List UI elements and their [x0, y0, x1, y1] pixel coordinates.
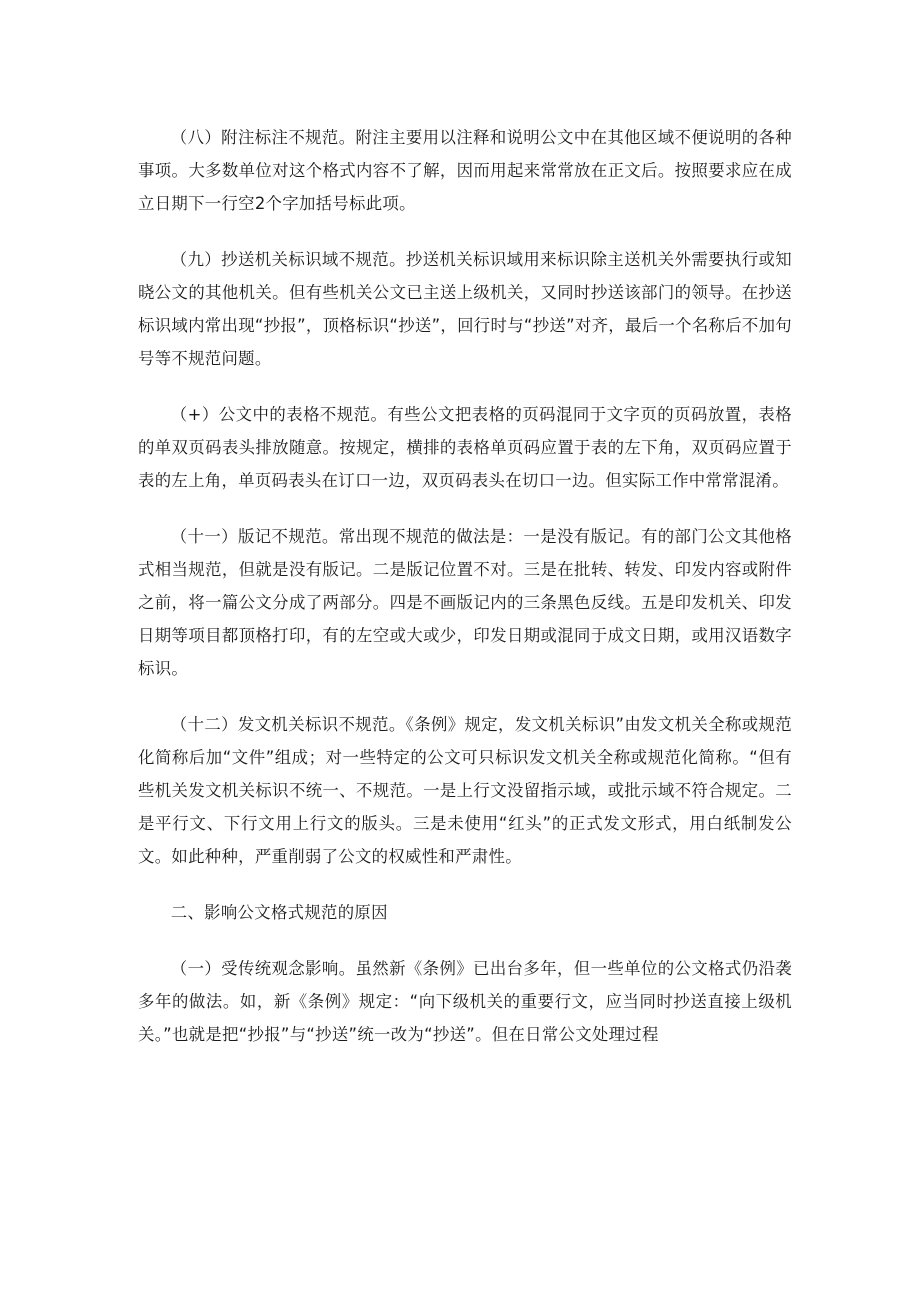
paragraph-12-issuer-mark: （十二）发文机关标识不规范。《条例》规定，发文机关标识”由发文机关全称或规范化简称后加“文件”组成；对一些特定的公文可只标识发文机关全称或规范化简称。“但有些机关发文机关标识不统一、不规范。一是上行文没留指示域，或批示域不符合规定。二是平行文、下行文用上行文的版头。三是未使用“红头”的正式发文形式，用白纸制发公文。如此种种，严重削弱了公文的权威性和严肃性。 [138, 715, 792, 866]
paragraph-10-tables: （+）公文中的表格不规范。有些公文把表格的页码混同于文字页的页码放置，表格的单双页码表头排放随意。按规定，横排的表格单页码应置于表的左下角，双页码应置于表的左上角，单页码表头在订口一边，双页码表头在切口一边。但实际工作中常常混淆。 [138, 405, 792, 490]
document-body [138, 121, 792, 1074]
section-heading: 二、影响公文格式规范的原因 [170, 903, 388, 922]
paragraph-8-annotation: （八）附注标注不规范。附注主要用以注释和说明公文中在其他区域不便说明的各种事项。大多数单位对这个格式内容不了解，因而用起来常常放在正文后。按照要求应在成立日期下一行空2个字加括号标此项。 [138, 128, 792, 213]
paragraph-9-cc-organs: （九）抄送机关标识域不规范。抄送机关标识域用来标识除主送机关外需要执行或知晓公文的其他机关。但有些机关公文已主送上级机关，又同时抄送该部门的领导。在抄送标识域内常出现“抄报”，顶格标识“抄送”，回行时与“抄送”对齐，最后一个名称后不加句号等不规范问题。 [138, 250, 792, 368]
paragraph-reason-1: （一）受传统观念影响。虽然新《条例》已出台多年，但一些单位的公文格式仍沿袭多年的做法。如，新《条例》规定：“向下级机关的重要行文，应当同时抄送直接上级机关。”也就是把“抄报”与“抄送”统一改为“抄送”。但在日常公文处理过程 [138, 959, 792, 1044]
paragraph-11-colophon: （十一）版记不规范。常出现不规范的做法是：一是没有版记。有的部门公文其他格式相当规范，但就是没有版记。二是版记位置不对。三是在批转、转发、印发内容或附件之前，将一篇公文分成了两部分。四是不画版记内的三条黑色反线。五是印发机关、印发日期等项目都顶格打印，有的左空或大或少，印发日期或混同于成文日期，或用汉语数字标识。 [138, 527, 792, 678]
